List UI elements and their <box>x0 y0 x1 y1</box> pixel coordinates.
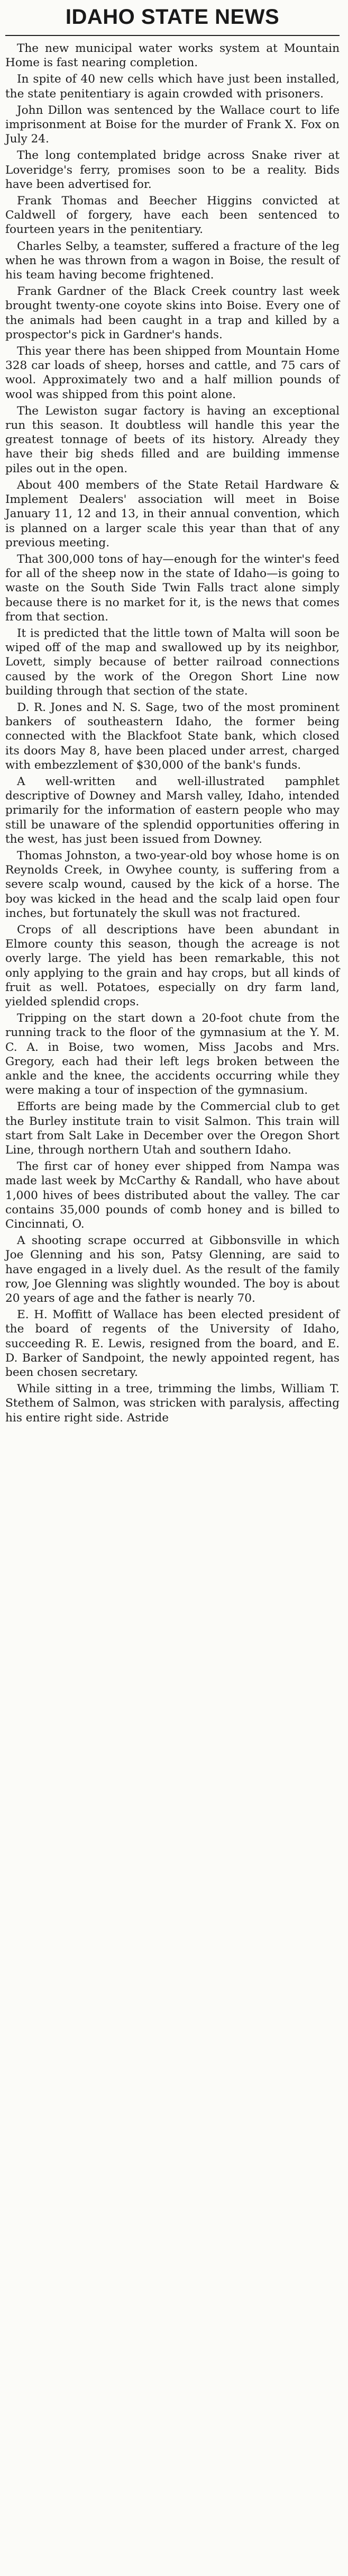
news-item: E. H. Moffitt of Wallace has been elected president of the board of regents of the University of Idaho, succeeding R. E. Lewis, resigned from the board, and E. D. Barker of Sandpoint, the newly appointed regent, has been chosen secretary. <box>5 1308 340 1380</box>
headline: IDAHO STATE NEWS <box>65 5 280 29</box>
news-item: A shooting scrape occurred at Gibbonsville in which Joe Glenning and his son, Patsy Glenning, are said to have engaged in a lively duel. As the result of the family row, Joe Glenning was slightly wounded. The boy is about 20 years of age and the father is nearly 70. <box>5 1234 340 1305</box>
news-item: Thomas Johnston, a two-year-old boy whose home is on Reynolds Creek, in Owyhee county, is suffering from a severe scalp wound, caused by the kick of a horse. The boy was kicked in the head and the scalp laid open four inches, but fortunately the skull was not fractured. <box>5 849 340 920</box>
news-item: While sitting in a tree, trimming the limbs, William T. Stethem of Salmon, was stricken with paralysis, affecting his entire right side. Astride <box>5 1382 340 1425</box>
news-item: Tripping on the start down a 20-foot chute from the running track to the floor of the gymnasium at the Y. M. C. A. in Boise, two women, Miss Jacobs and Mrs. Gregory, each had their left legs broken between the ankle and the knee, the accidents occurring while they were making a tour of inspection of the gymnasium. <box>5 1012 340 1097</box>
news-item: In spite of 40 new cells which have just been installed, the state penitentiary is again crowded with prisoners. <box>5 73 340 101</box>
news-item: The new municipal water works system at Mountain Home is fast nearing completion. <box>5 42 340 70</box>
news-item: Charles Selby, a teamster, suffered a fracture of the leg when he was thrown from a wagon in Boise, the result of his team having become frightened. <box>5 239 340 282</box>
news-item: The Lewiston sugar factory is having an exceptional run this season. It doubtless will handle this year the greatest tonnage of beets of its history. Already they have their big sheds filled and are building immense piles out in the open. <box>5 404 340 475</box>
news-item: This year there has been shipped from Mountain Home 328 car loads of sheep, horses and cattle, and 75 cars of wool. Approximately two and a half million pounds of wool was shipped from this point alone. <box>5 345 340 401</box>
news-item: The first car of honey ever shipped from Nampa was made last week by McCarthy & Randall, who have about 1,000 hives of bees distributed about the valley. The car contains 35,000 pounds of comb honey and is billed to Cincinnati, O. <box>5 1160 340 1231</box>
news-item: A well-written and well-illustrated pamphlet descriptive of Downey and Marsh valley, Idaho, intended primarily for the information of eastern people who may still be unaware of the splendid opportunities offering in the west, has just been issued from Downey. <box>5 774 340 846</box>
news-item: The long contemplated bridge across Snake river at Loveridge's ferry, promises soon to be a reality. Bids have been advertised for. <box>5 149 340 191</box>
news-items <box>5 41 340 1425</box>
news-item: Frank Thomas and Beecher Higgins convicted at Caldwell of forgery, have each been sentenced to fourteen years in the penitentiary. <box>5 194 340 237</box>
headline-rule <box>5 35 340 36</box>
news-item: D. R. Jones and N. S. Sage, two of the most prominent bankers of southeastern Idaho, the former being connected with the Blackfoot State bank, which closed its doors May 8, have been placed under arrest, charged with embezzlement of $30,000 of the bank's funds. <box>5 700 340 772</box>
news-item: Frank Gardner of the Black Creek country last week brought twenty-one coyote skins into Boise. Every one of the animals had been caught in a trap and killed by a prospector's pick in Gardner's hands. <box>5 285 340 341</box>
news-item: Crops of all descriptions have been abundant in Elmore county this season, though the acreage is not overly large. The yield has been remarkable, this not only applying to the grain and hay crops, but all kinds of fruit as well. Potatoes, especially on dry farm land, yielded splendid crops. <box>5 923 340 1008</box>
news-item: That 300,000 tons of hay—enough for the winter's feed for all of the sheep now in the state of Idaho—is going to waste on the South Side Twin Falls tract alone simply because there is no market for it, is the news that comes from that section. <box>5 552 340 624</box>
news-item: It is predicted that the little town of Malta will soon be wiped off of the map and swallowed up by its neighbor, Lovett, simply because of better railroad connections caused by the work of the Oregon Short Line now building through that section of the state. <box>5 626 340 698</box>
news-item: About 400 members of the State Retail Hardware & Implement Dealers' association will meet in Boise January 11, 12 and 13, in their annual convention, which is planned on a larger scale this year than that of any previous meeting. <box>5 478 340 550</box>
news-item: John Dillon was sentenced by the Wallace court to life imprisonment at Boise for the murder of Frank X. Fox on July 24. <box>5 103 340 146</box>
news-item: Efforts are being made by the Commercial club to get the Burley institute train to visit Salmon. This train will start from Salt Lake in December over the Oregon Short Line, through northern Utah and southern Idaho. <box>5 1100 340 1157</box>
